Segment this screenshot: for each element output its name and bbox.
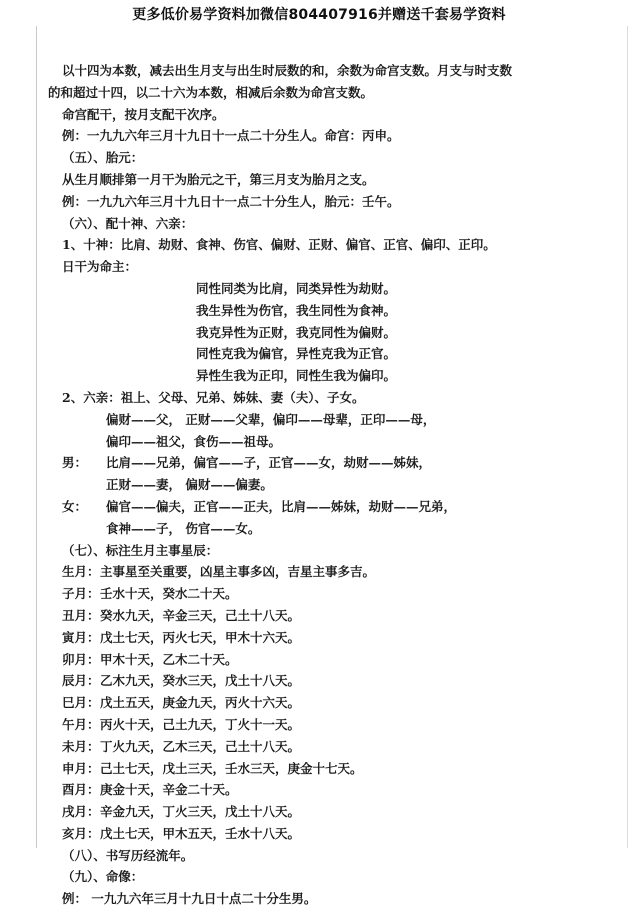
month-text: 辛金九天，丁火三天，戊土十八天。: [100, 804, 301, 820]
month-row: [62, 758, 622, 780]
rule-line: 我克异性为正财，我克同性为偏财。: [196, 324, 397, 340]
kin-label: 男：: [62, 455, 88, 471]
month-label: 酉月：: [62, 782, 100, 798]
paragraph-line: 从生月顺排第一月干为胎元之干，第三月支为胎月之支。: [62, 171, 375, 187]
month-label: 卯月：: [62, 651, 100, 667]
month-label: 戌月：: [62, 804, 100, 820]
rigan-line: 日干为命主：: [62, 259, 138, 275]
month-text: 乙木九天，癸水三天，戊土十八天。: [100, 673, 301, 689]
month-row: [62, 670, 622, 692]
month-row: [62, 583, 622, 605]
month-row: [62, 801, 622, 823]
watermark-banner: 更多低价易学资料加微信804407916并赠送千套易学资料: [132, 7, 506, 23]
kin-text: 食神——子， 伤官——女。: [106, 520, 261, 536]
month-row: [62, 779, 622, 801]
month-text: 甲木十天，乙木二十天。: [100, 651, 238, 667]
month-text: 戊土七天，甲木五天，壬水十八天。: [100, 825, 301, 841]
month-row: [62, 605, 622, 627]
section-title: （六）、配十神、六亲：: [62, 215, 194, 231]
month-label: 申月：: [62, 760, 100, 776]
document-body: [48, 60, 622, 910]
example-line: 例： 一九九六年三月十九日十点二十分生男。: [62, 891, 317, 907]
month-label: 子月：: [62, 586, 100, 602]
example-line: 例：一九九六年三月十九日十一点二十分生人，胎元：壬午。: [62, 193, 400, 209]
rule-line: 异性生我为正印，同性生我为偏印。: [196, 368, 397, 384]
rule-line: 同性克我为偏官，异性克我为正官。: [196, 346, 397, 362]
month-label: 辰月：: [62, 673, 100, 689]
kin-label: 女：: [62, 498, 88, 514]
month-row: [62, 714, 622, 736]
kin-row: [62, 409, 622, 431]
month-label: 亥月：: [62, 825, 100, 841]
rule-line: 同性同类为比肩，同类异性为劫财。: [196, 280, 397, 296]
section-title: （五）、胎元：: [62, 150, 144, 166]
kin-text: 比肩——兄弟，偏官——子，正官——女，劫财——姊妹，: [106, 455, 432, 471]
kin-text: 偏财——父， 正财——父辈，偏印——母辈，正印——母，: [106, 411, 436, 427]
month-row: [62, 692, 622, 714]
kin-label: [62, 431, 106, 453]
month-row: [62, 736, 622, 758]
kin-row: [62, 496, 622, 518]
month-label: 寅月：: [62, 629, 100, 645]
kin-label: [62, 474, 106, 496]
month-label: 丑月：: [62, 607, 100, 623]
kin-row: [62, 474, 622, 496]
paragraph-line: 的和超过十四，以二十六为本数，相减后余数为命宫支数。: [48, 84, 374, 100]
month-text: 癸水九天，辛金三天，己土十八天。: [100, 607, 301, 623]
kin-label: [62, 518, 106, 540]
month-text: 己土七天，戊土三天，壬水三天，庚金十七天。: [100, 760, 363, 776]
month-row: [62, 627, 622, 649]
month-text: 戊土七天，丙火七天，甲木十六天。: [100, 629, 301, 645]
kin-text: 偏官——偏夫，正官——正夫，比肩——姊妹，劫财——兄弟，: [106, 498, 457, 514]
kin-row: [62, 518, 622, 540]
month-label: 午月：: [62, 716, 100, 732]
kin-text: 偏印——祖父，食伤——祖母。: [106, 433, 282, 449]
month-row: [62, 823, 622, 845]
section-title: （八）、书写历经流年。: [62, 847, 194, 863]
kin-label: [62, 409, 106, 431]
kin-row: [62, 431, 622, 453]
month-text: 主事星至关重要，凶星主事多凶，吉星主事多吉。: [100, 564, 376, 580]
section-title: （七）、标注生月主事星辰：: [62, 542, 219, 558]
rule-line: 我生异性为伤官，我生同性为食神。: [196, 302, 397, 318]
month-label: 未月：: [62, 738, 100, 754]
month-row: [62, 649, 622, 671]
shishen-list: 1、十神：比肩、劫财、食神、伤官、偏财、正财、偏官、正官、偏印、正印。: [62, 237, 496, 253]
kin-text: 正财——妻， 偏财——偏妻。: [106, 477, 273, 493]
kin-row: [62, 452, 622, 474]
month-text: 丁火九天，乙木三天，己土十八天。: [100, 738, 301, 754]
month-text: 丙火十天，己土九天，丁火十一天。: [100, 716, 301, 732]
month-row: [62, 561, 622, 583]
paragraph-line: 命宫配干，按月支配干次序。: [62, 106, 225, 122]
paragraph-line: 以十四为本数，减去出生月支与出生时辰数的和，余数为命宫支数。月支与时支数: [62, 63, 513, 78]
month-text: 戊土五天，庚金九天，丙火十六天。: [100, 695, 301, 711]
month-label: 生月：: [62, 564, 100, 580]
liuqin-title: 2、六亲：祖上、父母、兄弟、姊妹、妻（夫）、子女。: [62, 389, 365, 405]
month-text: 庚金十天，辛金二十天。: [100, 782, 238, 798]
month-label: 巳月：: [62, 695, 100, 711]
example-line: 例：一九九六年三月十九日十一点二十分生人。命宫：丙申。: [62, 128, 400, 144]
section-title: （九）、命像：: [62, 869, 144, 885]
month-text: 壬水十天，癸水二十天。: [100, 586, 238, 602]
